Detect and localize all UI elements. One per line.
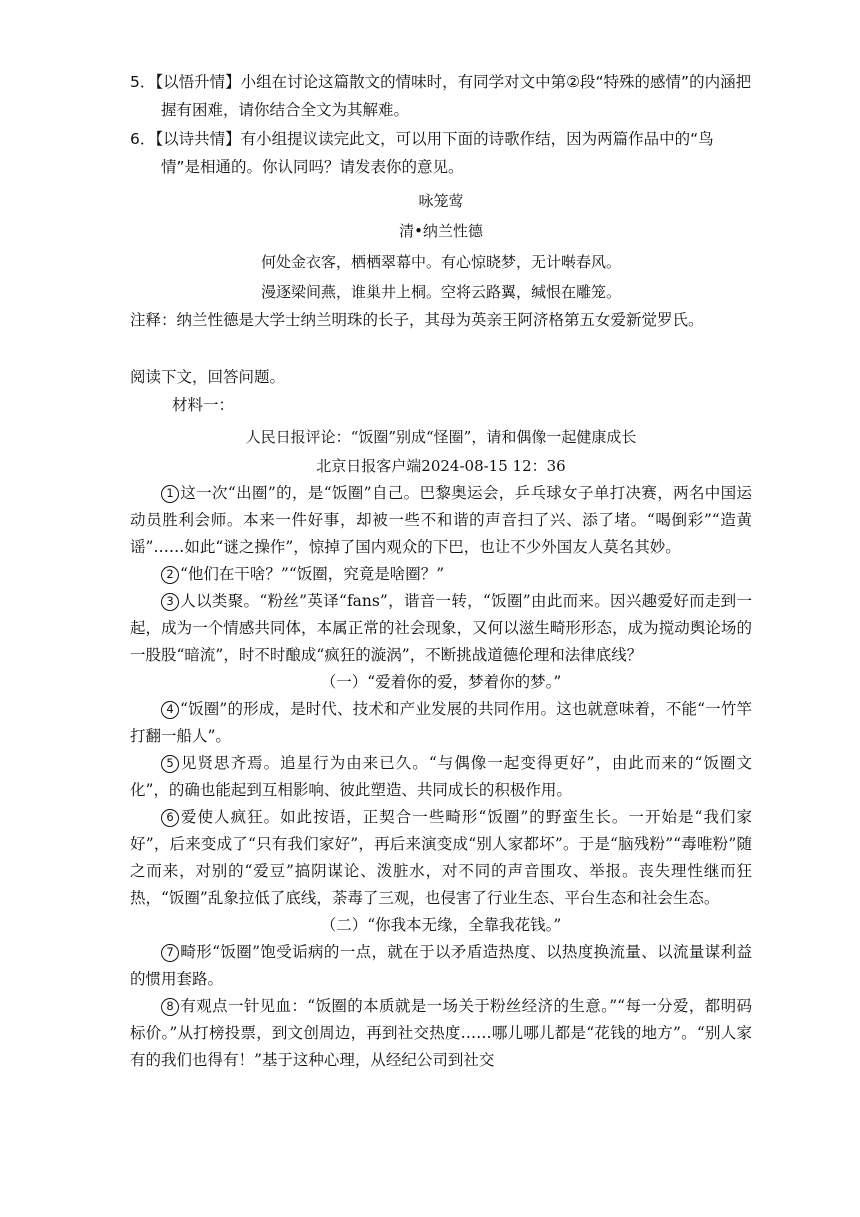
article-paragraph: 2 “他们在干啥？”“饭圈，究竟是啥圈？” [130, 561, 752, 588]
paragraph-marker: 3 [161, 593, 179, 611]
poem-author: 清•纳兰性德 [399, 222, 483, 241]
paragraph-marker: 8 [161, 998, 179, 1016]
paragraph-marker: 6 [161, 809, 179, 827]
question-text: 【以诗共情】有小组提议读完此文，可以用下面的诗歌作结，因为两篇作品中的“鸟情”是相通的。你认同吗？请发表你的意见。 [155, 129, 714, 176]
paragraph-marker: 4 [161, 701, 179, 719]
poem-note: 注释：纳兰性德是大学士纳兰明珠的长子，其母为英亲王阿济格第五女爱新觉罗氏。 [130, 311, 704, 330]
article-paragraph: 1 这一次“出圈”的，是“饭圈”自己。巴黎奥运会，乒乓球女子单打决赛，两名中国运动员胜利会师。本来一件好事，却被一些不和谐的声音扫了兴、添了堵。“喝倒彩”“造黄谣”……如此“谜之操作”，惊掉了国内观众的下巴，也让不少外国友人莫名其妙。 [130, 483, 752, 556]
poem-title: 咏笼莺 [418, 192, 464, 211]
question-number: 6． [130, 129, 156, 148]
article-body [130, 480, 752, 1074]
article-source: 北京日报客户端2024-08-15 12：36 [316, 456, 566, 475]
article-paragraph: 5 见贤思齐焉。追星行为由来已久。“与偶像一起变得更好”，由此而来的“饭圈文化”，的确也能起到互相影响、彼此塑造、共同成长的积极作用。 [130, 753, 752, 799]
article-paragraph: 3 人以类聚。“粉丝”英译“fans”，谐音一转，“饭圈”由此而来。因兴趣爱好而走到一起，成为一个情感共同体，本属正常的社会现象，又何以滋生畸形形态，成为搅动舆论场的一股股“暗流”，时不时酿成“疯狂的漩涡”，不断挑战道德伦理和法律底线？ [130, 591, 752, 664]
paragraph-marker: 5 [161, 755, 179, 773]
article-paragraph: 8 有观点一针见血：“饭圈的本质就是一场关于粉丝经济的生意。”“每一分爱，都明码标价。”从打榜投票，到文创周边，再到社交热度……哪儿哪儿都是“花钱的地方”。“别人家有的我们也得有！”基于这种心理，从经纪公司到社交 [130, 996, 752, 1069]
paragraph-marker: 1 [161, 485, 179, 503]
article-title: 人民日报评论：“饭圈”别成“怪圈”，请和偶像一起健康成长 [245, 428, 637, 447]
article-paragraph: 6 爱使人疯狂。如此按语，正契合一些畸形“饭圈”的野蛮生长。一开始是“我们家好”，后来变成了“只有我们家好”，再后来演变成“别人家都坏”。于是“脑残粉”“毒唯粉”随之而来，对别的“爱豆”搞阴谋论、泼脏水，对不同的声音围攻、举报。丧失理性继而狂热，“饭圈”乱象拉低了底线，荼毒了三观，也侵害了行业生态、平台生态和社会生态。 [130, 807, 752, 907]
material-label: 材料一： [172, 395, 235, 414]
paragraph-marker: 2 [161, 566, 179, 584]
question-5 [130, 68, 752, 125]
paragraph-marker: 7 [161, 944, 179, 962]
reading-prompt: 阅读下文，回答问题。 [130, 367, 286, 386]
poem-line: 何处金衣客，栖栖翠幕中。有心惊晓梦，无计啭春风。 [260, 252, 621, 271]
article-paragraph: 4 “饭圈”的形成，是时代、技术和产业发展的共同作用。这也就意味着，不能“一竹竿打翻一船人”。 [130, 699, 752, 745]
article-paragraph: 7 畸形“饭圈”饱受诟病的一点，就在于以矛盾造热度、以热度换流量、以流量谋利益的惯用套路。 [130, 942, 752, 988]
question-6 [130, 125, 752, 182]
section-heading: （二）“你我本无缘，全靠我花钱。” [320, 915, 562, 934]
poem-line: 漫逐梁间燕，谁巢井上桐。空将云路翼，缄恨在雕笼。 [260, 283, 621, 302]
section-heading: （一）“爱着你的爱，梦着你的梦。” [320, 672, 562, 691]
question-text: 【以悟升情】小组在讨论这篇散文的情味时，有同学对文中第②段“特殊的感情”的内涵把握有困难，请你结合全文为其解难。 [155, 73, 752, 120]
question-number: 5． [130, 73, 156, 91]
